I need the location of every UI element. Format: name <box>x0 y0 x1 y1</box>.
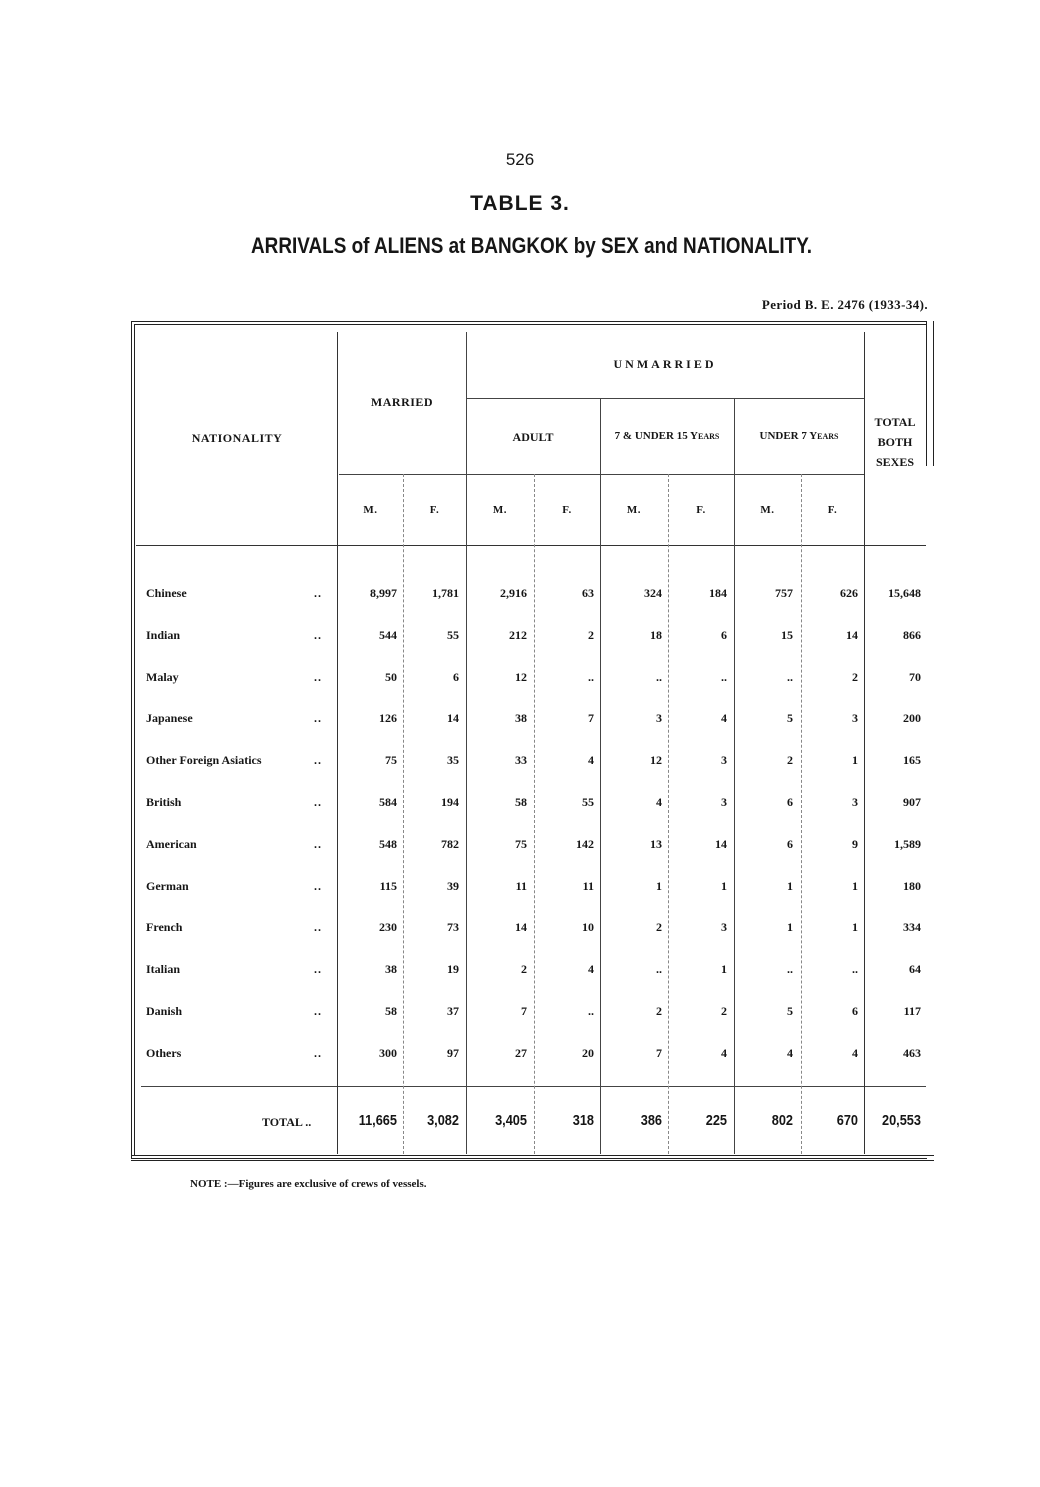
table-cell: 126 <box>379 711 397 725</box>
table-cell: 2,916 <box>500 586 527 600</box>
table-cell: 1 <box>852 920 858 934</box>
table-cell: 3 <box>852 795 858 809</box>
table-cell: .. <box>787 962 793 976</box>
header-715-m: M. <box>626 504 642 516</box>
table-cell: 7 <box>588 711 594 725</box>
table-cell: 2 <box>521 962 527 976</box>
header-7-under-15: 7 & UNDER 15 Years <box>614 430 720 442</box>
table-cell: 7 <box>656 1046 662 1060</box>
row-leader-dots: .. <box>314 920 322 934</box>
table-cell: 7 <box>521 1004 527 1018</box>
row-label: British <box>146 795 182 809</box>
header-715-f: F. <box>696 504 706 516</box>
table-cell: 13 <box>650 837 662 851</box>
col-line-u7-mf <box>801 474 802 1154</box>
table-title: ARRIVALS of ALIENS at BANGKOK by SEX and NATIONALITY. <box>251 233 812 258</box>
table-cell: 1 <box>721 879 727 893</box>
table-cell: 2 <box>721 1004 727 1018</box>
table-cell: 117 <box>903 1004 921 1018</box>
table-cell: 8,997 <box>370 586 397 600</box>
period-label: Period B. E. 2476 (1933-34). <box>761 297 928 312</box>
row-label: Chinese <box>146 586 187 600</box>
row-label: German <box>146 879 189 893</box>
table-cell: 4 <box>721 1046 727 1060</box>
row-leader-dots: .. <box>314 711 322 725</box>
row-label: Danish <box>146 1004 183 1018</box>
col-line-715-mf <box>668 474 669 1154</box>
total-cell: 318 <box>572 1112 594 1129</box>
table-cell: 184 <box>709 586 727 600</box>
table-cell: 2 <box>588 628 594 642</box>
header-total-both-sexes <box>864 412 926 472</box>
table-cell: 18 <box>650 628 662 642</box>
table-cell: 75 <box>385 753 397 767</box>
row-label: Other Foreign Asiatics <box>146 753 262 767</box>
table-cell: 1 <box>656 879 662 893</box>
table-cell: 1 <box>852 879 858 893</box>
table-cell: 15 <box>781 628 793 642</box>
table-cell: 6 <box>852 1004 858 1018</box>
table-cell: 324 <box>644 586 662 600</box>
header-adult: ADULT <box>512 430 554 444</box>
table-cell: 27 <box>515 1046 527 1060</box>
header-u7-m: M. <box>760 504 775 516</box>
table-cell: 626 <box>840 586 858 600</box>
table-cell: 14 <box>515 920 527 934</box>
total-cell: 670 <box>836 1112 858 1129</box>
table-cell: 75 <box>515 837 527 851</box>
row-leader-dots: .. <box>314 837 322 851</box>
row-label: Others <box>146 1046 182 1060</box>
row-leader-dots: .. <box>314 586 322 600</box>
row-leader-dots: .. <box>314 670 322 684</box>
table-cell: 1,781 <box>432 586 459 600</box>
table-cell: 548 <box>379 837 397 851</box>
table-cell: .. <box>787 670 793 684</box>
table-cell: 55 <box>582 795 594 809</box>
table-cell: 4 <box>787 1046 793 1060</box>
table-cell: 3 <box>656 711 662 725</box>
table-cell: 2 <box>656 920 662 934</box>
table-cell: 300 <box>379 1046 397 1060</box>
table-cell: 1 <box>787 879 793 893</box>
table-cell: 2 <box>656 1004 662 1018</box>
total-cell: 20,553 <box>881 1112 921 1129</box>
header-married: MARRIED <box>370 395 434 409</box>
table-cell: 19 <box>447 962 459 976</box>
table-cell: 10 <box>582 920 594 934</box>
table-cell: 194 <box>441 795 459 809</box>
table-cell: 463 <box>903 1046 921 1060</box>
table-cell: 6 <box>787 837 793 851</box>
page-number: 526 <box>505 150 535 169</box>
header-nationality: NATIONALITY <box>191 431 283 445</box>
table-cell: 866 <box>903 628 921 642</box>
table-cell: 9 <box>852 837 858 851</box>
table-cell: 142 <box>576 837 594 851</box>
table-cell: 200 <box>903 711 921 725</box>
table-cell: .. <box>588 1004 594 1018</box>
footnote <box>190 1178 426 1190</box>
header-u7-f: F. <box>827 504 838 516</box>
row-label: French <box>146 920 183 934</box>
table-cell: 73 <box>447 920 459 934</box>
total-cell: 225 <box>705 1112 727 1129</box>
total-leader-dots: .. <box>305 1115 312 1129</box>
table-cell: 907 <box>903 795 921 809</box>
table-cell: 11 <box>515 879 527 893</box>
table-cell: 782 <box>441 837 459 851</box>
table-cell: 63 <box>582 586 594 600</box>
row-label: Japanese <box>146 711 193 725</box>
table-cell: 3 <box>852 711 858 725</box>
table-cell: 11 <box>582 879 594 893</box>
row-label: American <box>146 837 197 851</box>
table-cell: 6 <box>453 670 459 684</box>
table-cell: 334 <box>903 920 921 934</box>
header-married-m: M. <box>363 504 378 516</box>
header-married-f: F. <box>429 504 440 516</box>
table-cell: 1 <box>721 962 727 976</box>
table-cell: 1 <box>852 753 858 767</box>
table-cell: 180 <box>903 879 921 893</box>
table-cell: 55 <box>447 628 459 642</box>
header-total-line1: TOTAL <box>874 415 916 429</box>
table-cell: 6 <box>787 795 793 809</box>
row-leader-dots: .. <box>314 1046 322 1060</box>
footnote-lead: NOTE : <box>190 1178 228 1190</box>
table-cell: 37 <box>447 1004 459 1018</box>
row-leader-dots: .. <box>314 962 322 976</box>
table-cell: 544 <box>379 628 397 642</box>
header-adult-m: M. <box>492 504 508 516</box>
table-cell: 6 <box>721 628 727 642</box>
table-cell: 4 <box>588 962 594 976</box>
footnote-text: —Figures are exclusive of crews of vessels. <box>227 1178 427 1190</box>
table-cell: 70 <box>909 670 921 684</box>
table-cell: 14 <box>846 628 858 642</box>
table-cell: 230 <box>379 920 397 934</box>
table-cell: 4 <box>721 711 727 725</box>
row-leader-dots: .. <box>314 628 322 642</box>
header-unmarried: UNMARRIED <box>613 357 717 371</box>
table-cell: 5 <box>787 711 793 725</box>
row-leader-dots: .. <box>314 753 322 767</box>
header-total-line2: BOTH <box>877 435 913 449</box>
table-cell: 35 <box>447 753 459 767</box>
table-cell: 4 <box>656 795 662 809</box>
row-label: Indian <box>146 628 181 642</box>
total-label-text: TOTAL <box>262 1115 303 1129</box>
table-label: TABLE 3. <box>470 192 570 215</box>
table-cell: 212 <box>509 628 527 642</box>
table-cell: 4 <box>588 753 594 767</box>
header-divider-unmarried <box>466 398 864 399</box>
total-cell: 11,665 <box>358 1112 397 1129</box>
col-line-nationality <box>337 332 338 1154</box>
table-cell: 3 <box>721 920 727 934</box>
table-cell: 33 <box>515 753 527 767</box>
table-frame-bottom <box>131 1155 934 1161</box>
table-cell: 115 <box>379 879 397 893</box>
table-cell: 50 <box>385 670 397 684</box>
table-cell: 38 <box>385 962 397 976</box>
table-cell: 14 <box>447 711 459 725</box>
total-label <box>262 1115 311 1130</box>
table-cell: 20 <box>582 1046 594 1060</box>
table-cell: 58 <box>515 795 527 809</box>
total-cell: 802 <box>771 1112 793 1129</box>
table-cell: 3 <box>721 795 727 809</box>
table-cell: 12 <box>650 753 662 767</box>
row-label: Italian <box>146 962 181 976</box>
row-leader-dots: .. <box>314 795 322 809</box>
table-cell: 1 <box>787 920 793 934</box>
table-cell: 2 <box>852 670 858 684</box>
table-cell: .. <box>656 670 662 684</box>
row-label: Malay <box>146 670 179 684</box>
table-cell: .. <box>852 962 858 976</box>
header-total-line3: SEXES <box>875 455 915 469</box>
table-cell: 15,648 <box>888 586 921 600</box>
table-cell: 584 <box>379 795 397 809</box>
total-cell: 386 <box>640 1112 662 1129</box>
header-bottom-rule <box>136 545 926 546</box>
table-cell: 1,589 <box>894 837 921 851</box>
table-cell: 165 <box>903 753 921 767</box>
header-divider-mf <box>339 474 864 475</box>
table-cell: .. <box>721 670 727 684</box>
row-leader-dots: .. <box>314 879 322 893</box>
total-cell: 3,082 <box>427 1112 459 1129</box>
header-adult-f: F. <box>562 504 572 516</box>
table-cell: .. <box>588 670 594 684</box>
table-cell: 4 <box>852 1046 858 1060</box>
total-cell: 3,405 <box>495 1112 527 1129</box>
col-line-married-end <box>466 332 467 1154</box>
table-cell: 3 <box>721 753 727 767</box>
table-frame-right-edge <box>926 321 934 466</box>
header-under-7: UNDER 7 Years <box>759 430 839 442</box>
table-cell: 39 <box>447 879 459 893</box>
table-frame <box>131 321 927 1159</box>
table-cell: 97 <box>447 1046 459 1060</box>
row-leader-dots: .. <box>314 1004 322 1018</box>
table-cell: 12 <box>515 670 527 684</box>
table-cell: 38 <box>515 711 527 725</box>
table-cell: 757 <box>775 586 793 600</box>
table-cell: .. <box>656 962 662 976</box>
table-cell: 5 <box>787 1004 793 1018</box>
table-cell: 2 <box>787 753 793 767</box>
table-cell: 64 <box>909 962 921 976</box>
table-cell: 14 <box>715 837 727 851</box>
table-cell: 58 <box>385 1004 397 1018</box>
